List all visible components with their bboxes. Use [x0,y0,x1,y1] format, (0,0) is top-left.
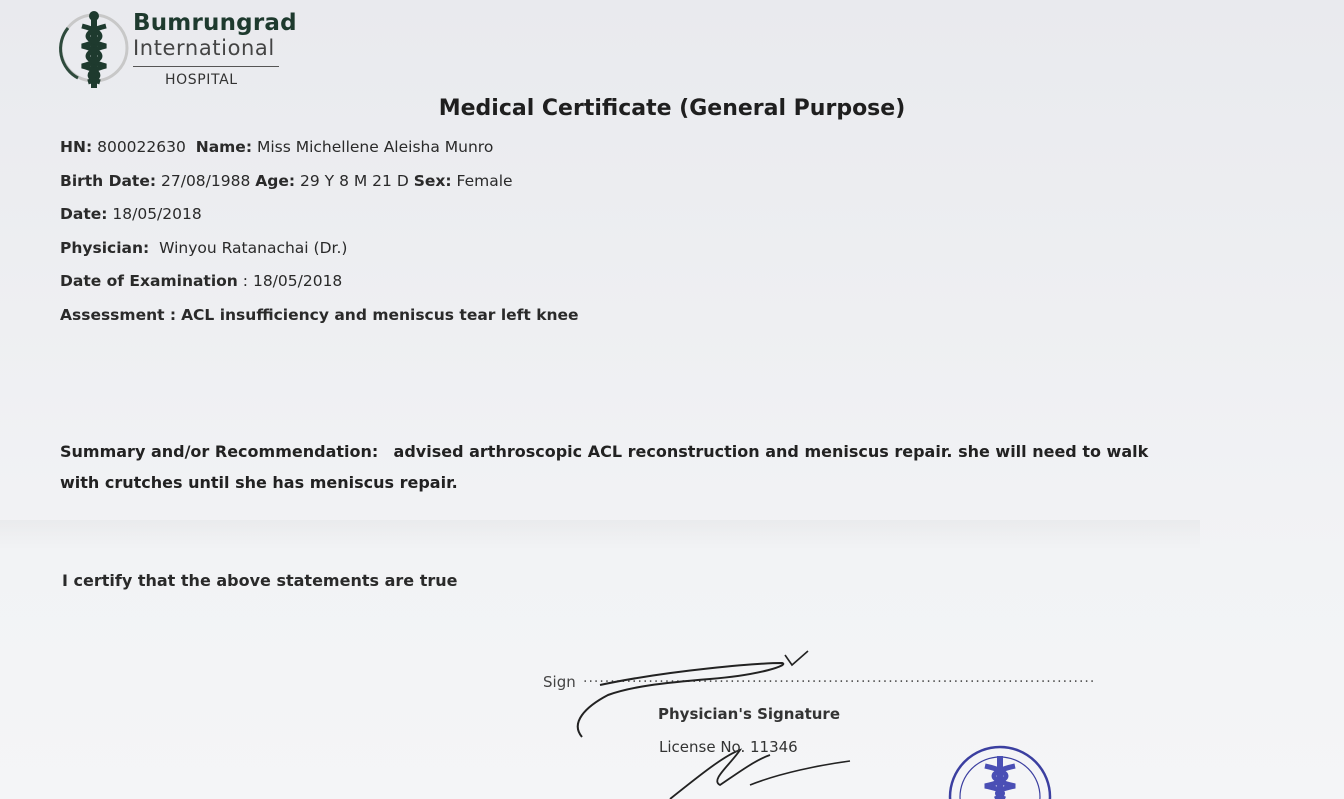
hn-label: HN: [60,138,93,156]
sex-label: Sex: [413,172,452,190]
assessment-row [60,306,579,324]
physician-row [60,239,347,257]
hospital-logo [58,8,130,92]
logo-subtitle: International [133,36,275,60]
certify-statement: I certify that the above statements are true [62,571,458,590]
sign-label: Sign [543,673,576,691]
date-row [60,205,202,223]
birth-row [60,172,513,190]
exam-row [60,272,342,290]
assessment-label: Assessment : [60,306,177,324]
sex-value: Female [456,172,513,190]
paper-fold [0,520,1200,550]
license-number: License No. 11346 [659,738,798,756]
birth-label: Birth Date: [60,172,157,190]
exam-value: 18/05/2018 [252,272,343,290]
date-value: 18/05/2018 [112,205,202,223]
exam-label: Date of Examination [60,272,238,290]
birth-value: 27/08/1988 [161,172,251,190]
physician-label: Physician: [60,239,150,257]
logo-divider [133,66,279,67]
name-value: Miss Michellene Aleisha Munro [256,138,494,156]
hn-value: 800022630 [97,138,186,156]
logo-name: Bumrungrad [133,10,297,36]
age-label: Age: [255,172,296,190]
physician-value: Winyou Ratanachai (Dr.) [159,239,348,257]
certificate-title: Medical Certificate (General Purpose) [438,96,906,121]
date-label: Date: [60,205,108,223]
age-value: 29 Y 8 M 21 D [300,172,409,190]
logo-hospital: HOSPITAL [165,72,238,88]
name-label: Name: [195,138,253,156]
hospital-stamp [945,742,1055,799]
physician-signature-label: Physician's Signature [658,705,840,723]
exam-separator: : [242,272,249,290]
summary-block [60,436,1160,498]
summary-text: advised arthroscopic ACL reconstruction and meniscus repair. she will need to walk with crutches until she has meniscus repair. [60,442,1149,492]
assessment-value: ACL insufficiency and meniscus tear left knee [181,306,579,324]
summary-label: Summary and/or Recommendation: [60,442,379,461]
hn-name-row [60,138,493,156]
caduceus-icon [58,8,130,92]
sign-line: .............................................................................................. [583,670,1096,686]
